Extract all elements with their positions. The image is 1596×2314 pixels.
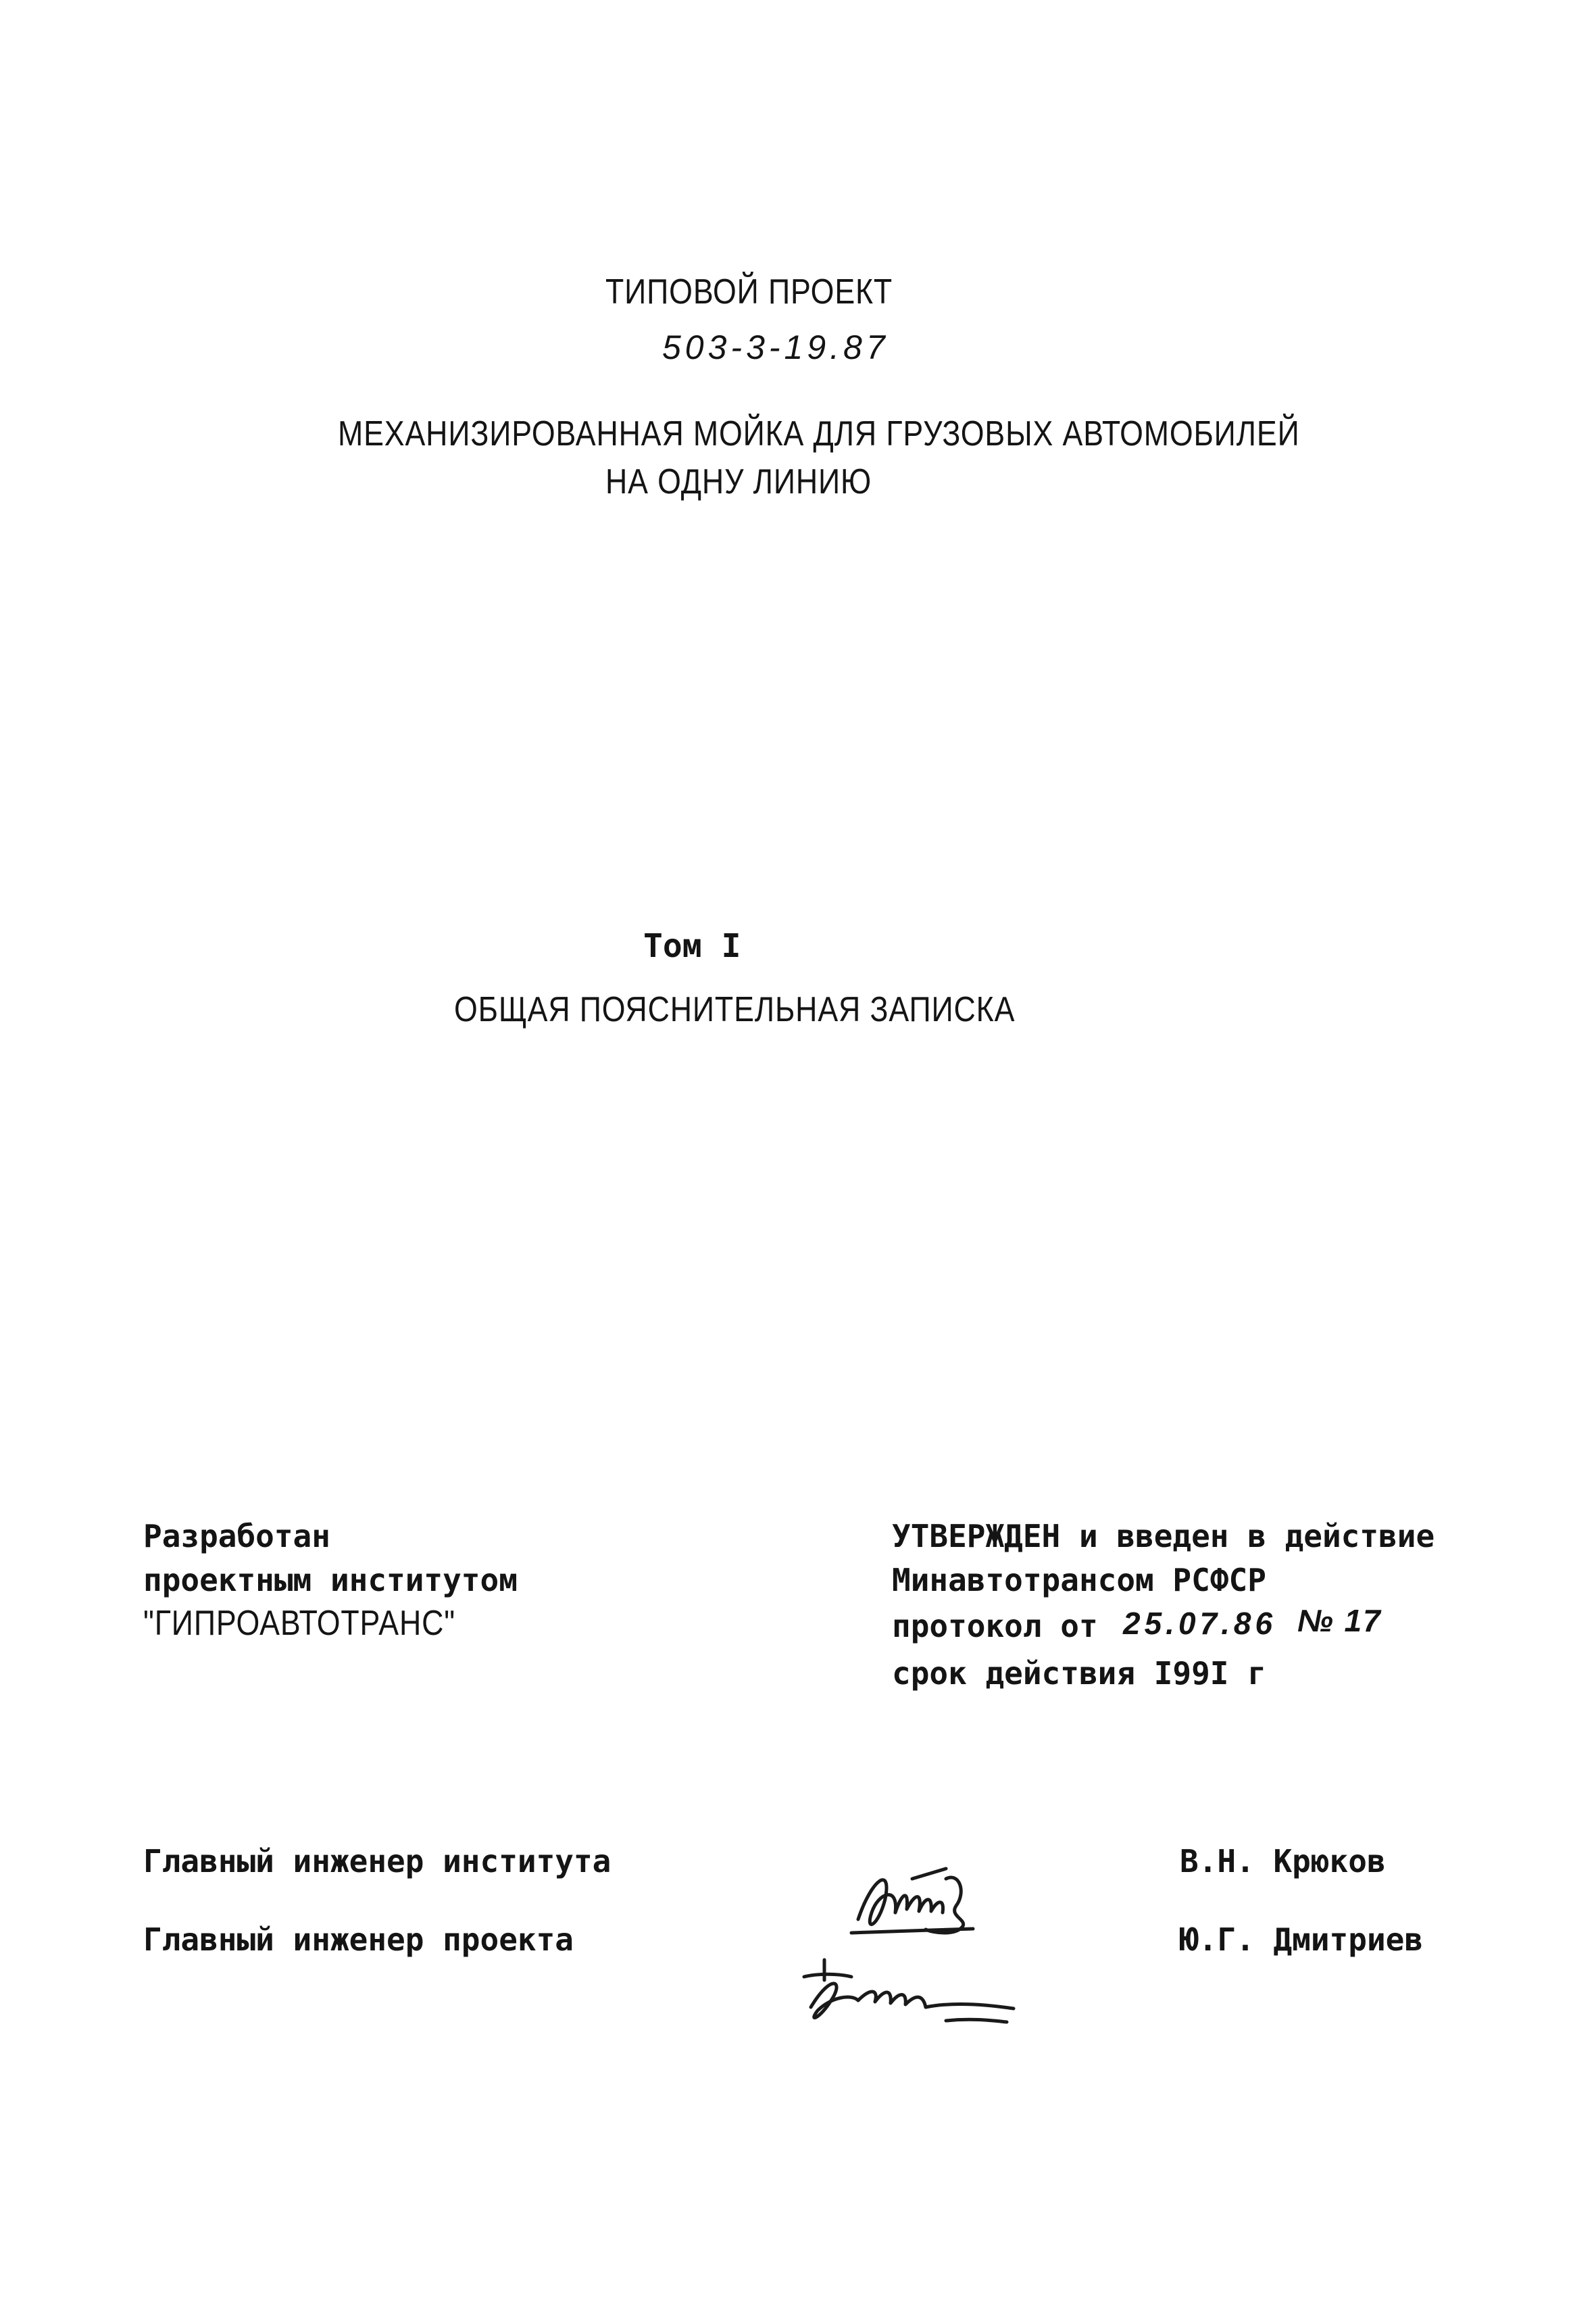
approval-protocol-number: № 17: [1297, 1603, 1382, 1638]
volume-label: Том I: [643, 927, 741, 965]
approval-protocol-date: 25.07.86: [1123, 1606, 1277, 1641]
signature-mark-2: [784, 1946, 1054, 2041]
developer-line-3: "ГИПРОАВТОТРАНС": [143, 1604, 455, 1643]
approval-protocol-prefix: протокол от: [892, 1608, 1098, 1644]
title-line-2: НА ОДНУ ЛИНИЮ: [605, 462, 872, 501]
approval-line-2: Минавтотрансом РСФСР: [892, 1562, 1266, 1598]
signature-role-1: Главный инженер института: [143, 1843, 612, 1879]
developer-line-1: Разработан: [143, 1518, 330, 1554]
project-type: ТИПОВОЙ ПРОЕКТ: [605, 272, 893, 312]
approval-line-4: срок действия I99I г: [892, 1655, 1266, 1692]
developer-line-2: проектным институтом: [143, 1562, 518, 1598]
project-number: 503-3-19.87: [662, 328, 889, 366]
volume-name: ОБЩАЯ ПОЯСНИТЕЛЬНАЯ ЗАПИСКА: [454, 990, 1016, 1029]
signature-name-2: Ю.Г. Дмитриев: [1180, 1921, 1424, 1958]
signature-role-2: Главный инженер проекта: [143, 1921, 574, 1958]
signature-name-1: В.Н. Крюков: [1180, 1843, 1386, 1879]
approval-line-1: УТВЕРЖДЕН и введен в действие: [892, 1518, 1435, 1554]
title-line-1: МЕХАНИЗИРОВАННАЯ МОЙКА ДЛЯ ГРУЗОВЫХ АВТОМОБИЛЕЙ: [338, 414, 1300, 453]
